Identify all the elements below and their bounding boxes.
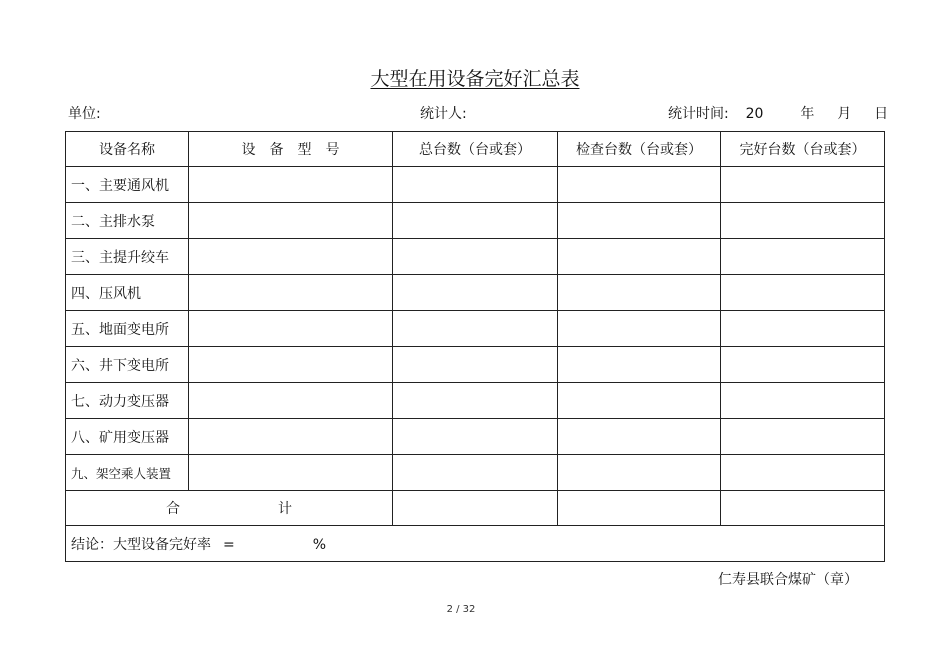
table-cell[interactable] xyxy=(558,275,721,311)
table-cell[interactable] xyxy=(721,455,885,491)
table-cell[interactable] xyxy=(393,491,558,526)
year-label: 年 xyxy=(800,106,815,122)
total-label-2: 计 xyxy=(278,501,292,517)
table-row xyxy=(66,239,885,275)
row-label: 四、压风机 xyxy=(66,275,189,311)
column-header: 检查台数（台或套） xyxy=(558,132,721,167)
row-label: 八、矿用变压器 xyxy=(66,419,189,455)
table-cell[interactable] xyxy=(721,167,885,203)
page-number: 2 / 32 xyxy=(446,604,476,615)
table-cell[interactable] xyxy=(189,167,393,203)
row-label: 一、主要通风机 xyxy=(66,167,189,203)
row-label: 五、地面变电所 xyxy=(66,311,189,347)
conclusion-row xyxy=(66,526,885,562)
column-header: 设 备 型 号 xyxy=(189,132,393,167)
column-header: 设备名称 xyxy=(66,132,189,167)
total-row xyxy=(66,491,885,526)
table-cell[interactable] xyxy=(189,455,393,491)
table-cell[interactable] xyxy=(558,311,721,347)
table-cell[interactable] xyxy=(558,383,721,419)
table-cell[interactable] xyxy=(558,239,721,275)
page-title xyxy=(0,66,950,92)
equipment-summary-table xyxy=(65,131,885,562)
stat-person-label: 统计人: xyxy=(420,106,467,122)
table-cell[interactable] xyxy=(189,275,393,311)
table-row xyxy=(66,383,885,419)
table-cell[interactable] xyxy=(189,239,393,275)
table-cell[interactable] xyxy=(393,311,558,347)
table-cell[interactable] xyxy=(721,491,885,526)
table-cell[interactable] xyxy=(189,383,393,419)
table-row xyxy=(66,347,885,383)
stat-time xyxy=(668,104,888,124)
unit-label: 单位: xyxy=(68,106,101,122)
conclusion-percent: % xyxy=(312,536,327,553)
table-cell[interactable] xyxy=(558,347,721,383)
column-header: 完好台数（台或套） xyxy=(721,132,885,167)
table-cell[interactable] xyxy=(721,275,885,311)
column-header: 总台数（台或套） xyxy=(393,132,558,167)
table-header-row xyxy=(66,132,885,167)
table-row xyxy=(66,455,885,491)
table-cell[interactable] xyxy=(189,347,393,383)
table-cell[interactable] xyxy=(393,275,558,311)
table-cell[interactable] xyxy=(558,203,721,239)
conclusion-cell xyxy=(66,526,885,562)
row-label: 六、井下变电所 xyxy=(66,347,189,383)
month-label: 月 xyxy=(837,106,852,122)
table-row xyxy=(66,311,885,347)
row-label: 二、主排水泵 xyxy=(66,203,189,239)
table-cell[interactable] xyxy=(393,239,558,275)
table-cell[interactable] xyxy=(393,347,558,383)
table-cell[interactable] xyxy=(189,311,393,347)
table-row xyxy=(66,203,885,239)
total-label xyxy=(66,491,393,526)
total-label-1: 合 xyxy=(166,501,180,517)
table-cell[interactable] xyxy=(393,419,558,455)
table-cell[interactable] xyxy=(393,455,558,491)
table-cell[interactable] xyxy=(393,167,558,203)
table-row xyxy=(66,167,885,203)
table-cell[interactable] xyxy=(393,203,558,239)
table-cell[interactable] xyxy=(558,455,721,491)
table-row xyxy=(66,419,885,455)
company-signature: 仁寿县联合煤矿（章） xyxy=(718,572,858,588)
table-cell[interactable] xyxy=(721,383,885,419)
table-cell[interactable] xyxy=(721,203,885,239)
conclusion-equals: = xyxy=(223,536,235,553)
table-cell[interactable] xyxy=(721,347,885,383)
table-cell[interactable] xyxy=(558,491,721,526)
table-cell[interactable] xyxy=(558,419,721,455)
table-cell[interactable] xyxy=(189,419,393,455)
table-cell[interactable] xyxy=(189,203,393,239)
year-prefix: 20 xyxy=(745,106,764,122)
row-label: 三、主提升绞车 xyxy=(66,239,189,275)
table-cell[interactable] xyxy=(393,383,558,419)
row-label: 七、动力变压器 xyxy=(66,383,189,419)
row-label: 九、架空乘人装置 xyxy=(66,455,189,491)
title-text: 大型在用设备完好汇总表 xyxy=(370,68,580,90)
table-cell[interactable] xyxy=(721,239,885,275)
table-cell[interactable] xyxy=(721,311,885,347)
table-cell[interactable] xyxy=(558,167,721,203)
table-cell[interactable] xyxy=(721,419,885,455)
day-label: 日 xyxy=(874,106,889,122)
stat-time-label: 统计时间: xyxy=(668,106,729,122)
table-row xyxy=(66,275,885,311)
conclusion-label: 结论：大型设备完好率 xyxy=(71,536,211,553)
